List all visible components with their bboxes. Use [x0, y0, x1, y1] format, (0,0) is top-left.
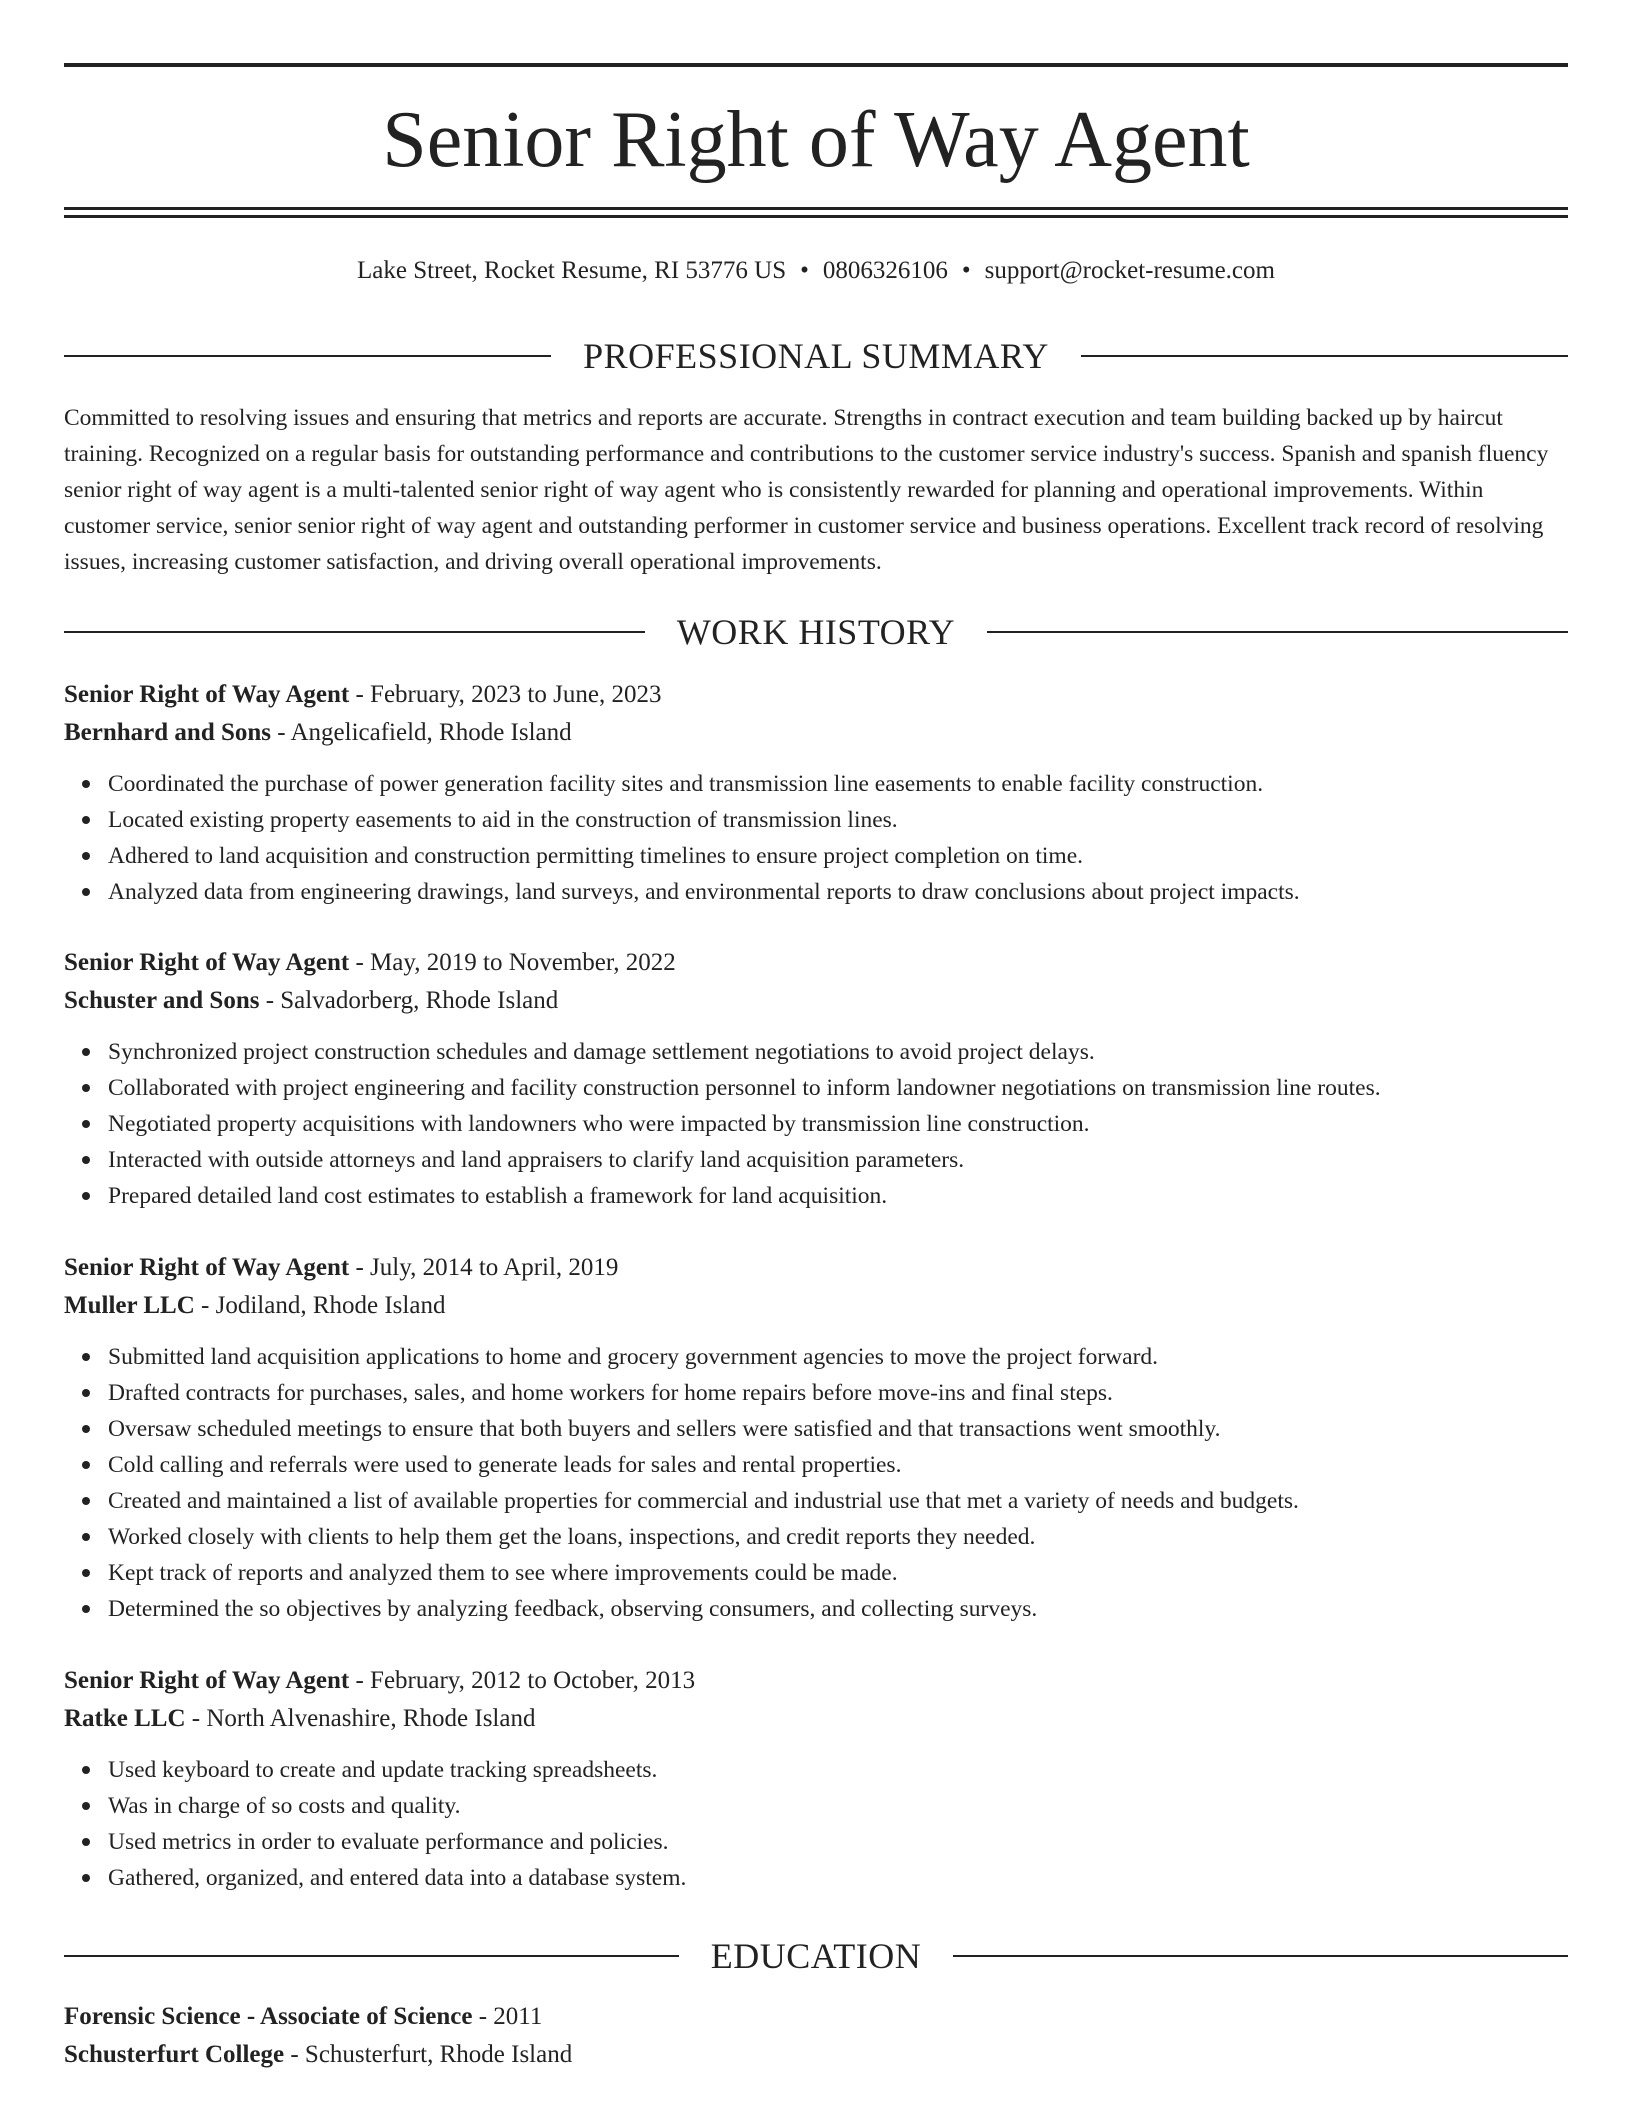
job-bullet: Coordinated the purchase of power generation facility sites and transmission line easements to enable facility construction.	[108, 766, 1568, 802]
job-bullet: Located existing property easements to aid in the construction of transmission lines.	[108, 802, 1568, 838]
contact-email: support@rocket-resume.com	[984, 257, 1275, 284]
job-bullet: Analyzed data from engineering drawings, land surveys, and environmental reports to draw conclusions about project impacts.	[108, 874, 1568, 910]
heading-rule-left	[64, 1955, 679, 1957]
job-entry	[64, 676, 1568, 910]
resume-title: Senior Right of Way Agent	[382, 96, 1250, 184]
job-location: - Jodiland, Rhode Island	[194, 1292, 446, 1319]
job-bullet: Prepared detailed land cost estimates to establish a framework for land acquisition.	[108, 1178, 1568, 1214]
job-title-line	[64, 1249, 1568, 1287]
job-company: Ratke LLC	[64, 1705, 186, 1732]
job-bullet: Submitted land acquisition applications to home and grocery government agencies to move the project forward.	[108, 1339, 1568, 1375]
job-bullet: Negotiated property acquisitions with landowners who were impacted by transmission line construction.	[108, 1106, 1568, 1142]
job-company-line	[64, 1700, 1568, 1738]
heading-rule-left	[64, 355, 551, 357]
job-role: Senior Right of Way Agent	[64, 1254, 350, 1281]
job-bullet: Synchronized project construction schedules and damage settlement negotiations to avoid project delays.	[108, 1034, 1568, 1070]
top-rule	[64, 63, 1568, 67]
job-dates: - May, 2019 to November, 2022	[349, 949, 676, 976]
section-heading-work	[64, 610, 1568, 654]
education-year: - 2011	[472, 2003, 543, 2030]
job-bullet: Adhered to land acquisition and construction permitting timelines to ensure project completion on time.	[108, 838, 1568, 874]
job-location: - North Alvenashire, Rhode Island	[185, 1705, 536, 1732]
job-entry	[64, 944, 1568, 1214]
contact-line	[64, 254, 1568, 288]
education-school: Schusterfurt College	[64, 2041, 285, 2068]
job-dates: - February, 2023 to June, 2023	[349, 681, 662, 708]
contact-separator: •	[961, 257, 971, 284]
job-bullets	[64, 1339, 1568, 1627]
education-location: - Schusterfurt, Rhode Island	[284, 2041, 573, 2068]
job-bullet: Created and maintained a list of available properties for commercial and industrial use that met a variety of needs and budgets.	[108, 1483, 1568, 1519]
job-location: - Salvadorberg, Rhode Island	[259, 987, 559, 1014]
job-bullets	[64, 1034, 1568, 1214]
job-company: Bernhard and Sons	[64, 719, 272, 746]
job-dates: - February, 2012 to October, 2013	[349, 1667, 696, 1694]
education-degree-line	[64, 1998, 1568, 2036]
heading-rule-left	[64, 631, 645, 633]
section-title: PROFESSIONAL SUMMARY	[583, 336, 1049, 376]
job-role: Senior Right of Way Agent	[64, 1667, 350, 1694]
section-title: WORK HISTORY	[676, 612, 956, 652]
job-bullet: Oversaw scheduled meetings to ensure that both buyers and sellers were satisfied and that transactions went smoothly.	[108, 1411, 1568, 1447]
education-entry	[64, 1998, 1568, 2074]
job-bullet: Used keyboard to create and update tracking spreadsheets.	[108, 1752, 1568, 1788]
job-bullet: Cold calling and referrals were used to generate leads for sales and rental properties.	[108, 1447, 1568, 1483]
job-company-line	[64, 982, 1568, 1020]
job-bullet: Worked closely with clients to help them get the loans, inspections, and credit reports they needed.	[108, 1519, 1568, 1555]
education-school-line	[64, 2036, 1568, 2074]
heading-rule-right	[953, 1955, 1568, 1957]
job-title-line	[64, 676, 1568, 714]
title-rule-upper	[64, 207, 1568, 210]
section-heading-education	[64, 1934, 1568, 1978]
job-bullet: Was in charge of so costs and quality.	[108, 1788, 1568, 1824]
job-entry	[64, 1249, 1568, 1627]
job-company: Schuster and Sons	[64, 987, 260, 1014]
job-bullets	[64, 766, 1568, 910]
section-title: EDUCATION	[710, 1936, 922, 1976]
job-location: - Angelicafield, Rhode Island	[271, 719, 572, 746]
job-bullet: Used metrics in order to evaluate performance and policies.	[108, 1824, 1568, 1860]
education-degree: Forensic Science - Associate of Science	[64, 2003, 473, 2030]
contact-phone: 0806326106	[822, 257, 948, 284]
job-company: Muller LLC	[64, 1292, 195, 1319]
job-company-line	[64, 714, 1568, 752]
summary-text: Committed to resolving issues and ensuring that metrics and reports are accurate. Strengths in contract execution and team building backed up by haircut training. Recognized on a regular basis for outstanding performance and contributions to the customer service industry's success. Spanish and spanish fluency senior right of way agent is a multi-talented senior right of way agent who is consistently rewarded for planning and operational improvements. Within customer service, senior senior right of way agent and outstanding performer in customer service and business operations. Excellent track record of resolving issues, increasing customer satisfaction, and driving overall operational improvements.	[64, 405, 1549, 575]
job-role: Senior Right of Way Agent	[64, 949, 350, 976]
job-entry	[64, 1662, 1568, 1896]
job-company-line	[64, 1287, 1568, 1325]
job-bullet: Determined the so objectives by analyzing feedback, observing consumers, and collecting surveys.	[108, 1591, 1568, 1627]
heading-rule-right	[1081, 355, 1568, 357]
job-bullet: Drafted contracts for purchases, sales, and home workers for home repairs before move-ins and final steps.	[108, 1375, 1568, 1411]
job-bullets	[64, 1752, 1568, 1896]
contact-address: Lake Street, Rocket Resume, RI 53776 US	[357, 257, 787, 284]
job-bullet: Interacted with outside attorneys and land appraisers to clarify land acquisition parameters.	[108, 1142, 1568, 1178]
contact-separator: •	[800, 257, 809, 284]
heading-rule-right	[987, 631, 1568, 633]
section-heading-summary	[64, 334, 1568, 378]
job-title-line	[64, 944, 1568, 982]
job-bullet: Gathered, organized, and entered data into a database system.	[108, 1860, 1568, 1896]
job-bullet: Collaborated with project engineering and facility construction personnel to inform landowner negotiations on transmission line routes.	[108, 1070, 1568, 1106]
job-role: Senior Right of Way Agent	[64, 681, 350, 708]
title-rule-lower	[64, 215, 1568, 218]
job-dates: - July, 2014 to April, 2019	[349, 1254, 619, 1281]
job-title-line	[64, 1662, 1568, 1700]
job-bullet: Kept track of reports and analyzed them to see where improvements could be made.	[108, 1555, 1568, 1591]
